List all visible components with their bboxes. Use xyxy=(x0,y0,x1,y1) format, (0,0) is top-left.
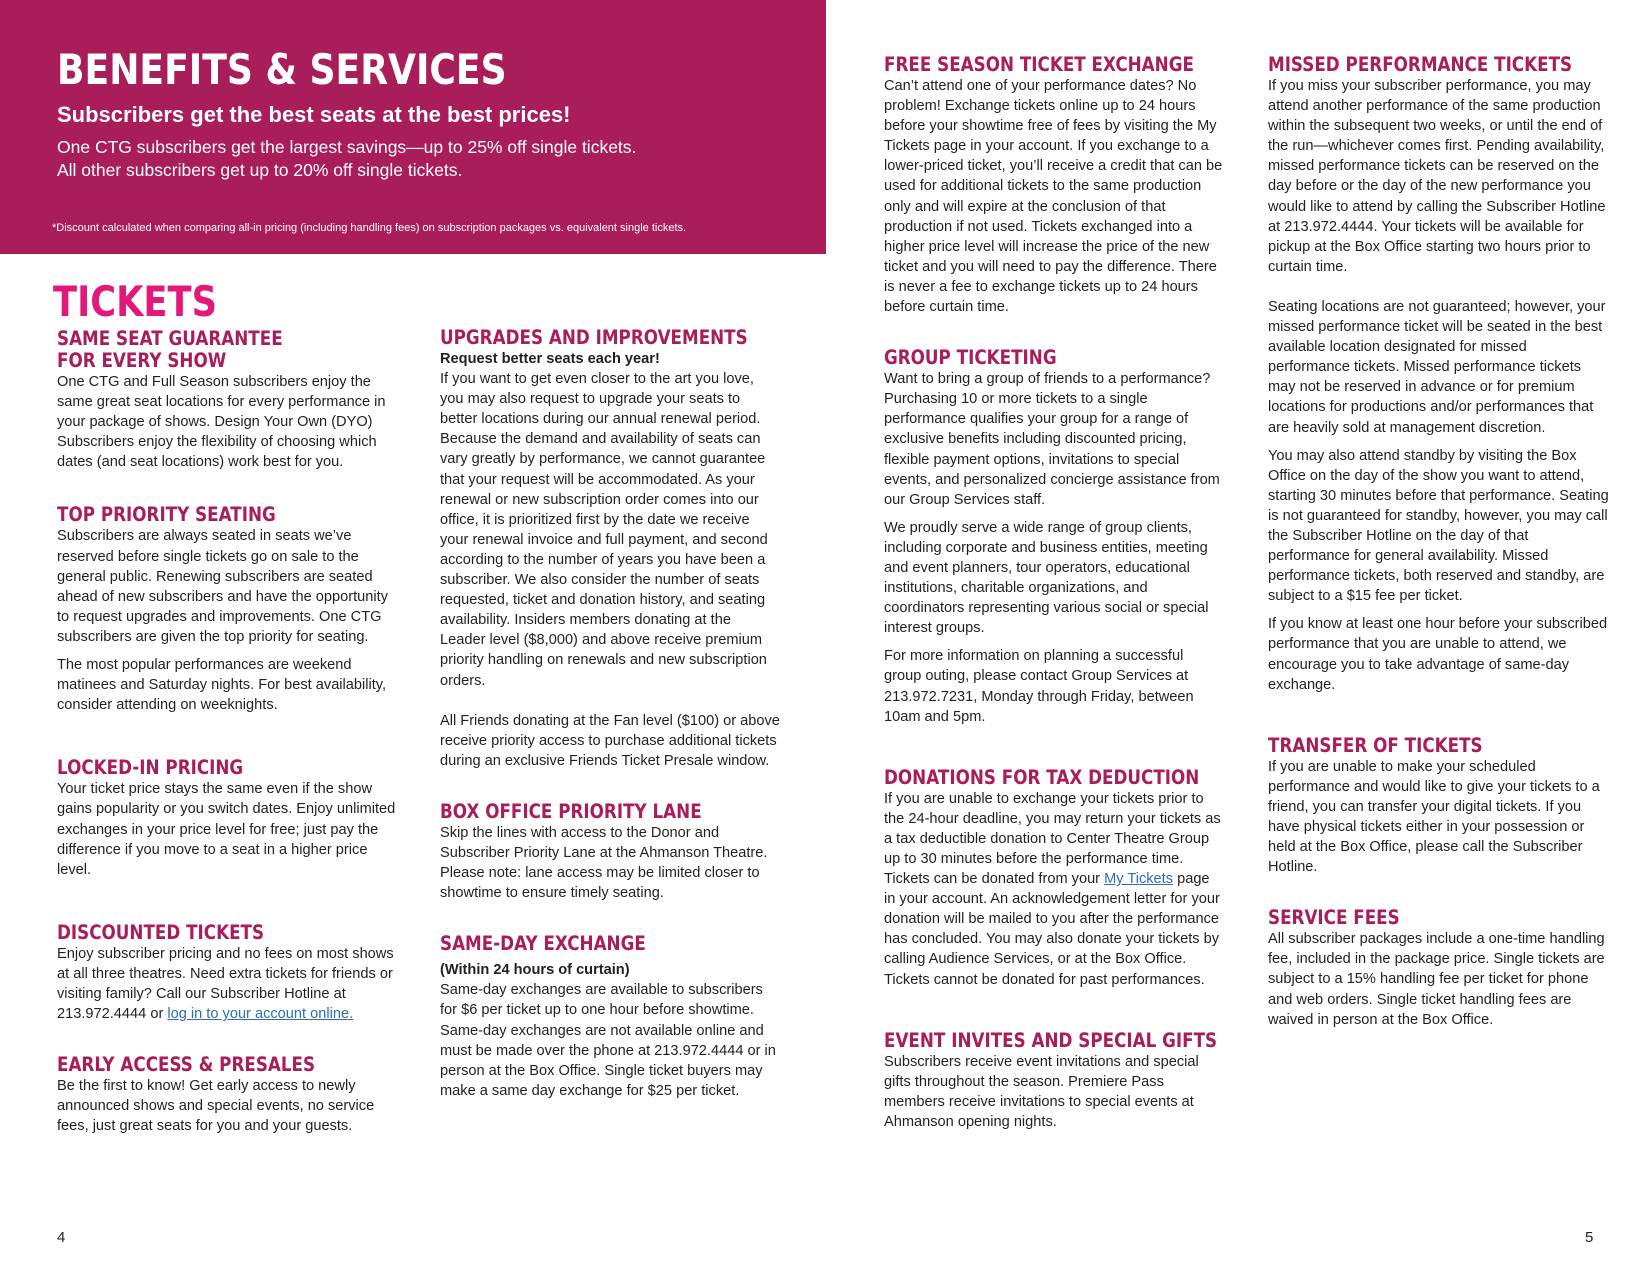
section-heading: FOR EVERY SHOW xyxy=(57,349,227,372)
section-same-day xyxy=(440,933,780,1101)
section-body: We proudly serve a wide range of group clients, including corporate and business entities, meeting and event planners, tour operators, educational institutions, charitable organizations, and coordinators representing various social or special interest groups. xyxy=(884,519,1209,637)
section-missed xyxy=(1268,54,1610,695)
section-heading: FREE SEASON TICKET EXCHANGE xyxy=(884,53,1194,76)
section-heading: GROUP TICKETING xyxy=(884,346,1057,370)
section-body xyxy=(57,944,397,1024)
section-body: Can’t attend one of your performance dates? No problem! Exchange tickets online up to 24 hours before your showtime free of fees by visiting the My Tickets page in your account. If you exchange to a lower-priced ticket, you’ll receive a credit that can be used for additional tickets to the same production only and will expire at the conclusion of that production if not used. Tickets exchanged into a higher price level will increase the price of the new ticket and you will need to pay the difference. There is never a fee to exchange tickets up to 24 hours before curtain time. xyxy=(884,78,1223,316)
section-event-invites xyxy=(884,1030,1224,1132)
section-heading: MISSED PERFORMANCE TICKETS xyxy=(1268,53,1573,76)
column-4 xyxy=(1268,54,1610,1030)
section-body: Seating locations are not guaranteed; however, your missed performance ticket will be seated in the best available location designated for missed performance tickets. Missed performance tickets may not be reserved in advance or for premium locations for productions and/or performances that are heavily sold at management discretion. xyxy=(1268,298,1606,436)
section-body: If you miss your subscriber performance, you may attend another performance of the same production within the subsequent two weeks, or until the end of the run—whichever comes first. Pending availability, missed performance tickets can be reserved on the day before or the day of the new performance you would like to attend by calling the Subscriber Hotline at 213.972.4444. Your tickets will be available for pickup at the Box Office starting two hours prior to curtain time. xyxy=(1268,78,1606,275)
section-transfer xyxy=(1268,735,1610,878)
banner-line-2: All other subscribers get up to 20% off single tickets. xyxy=(57,160,463,180)
section-heading: TRANSFER OF TICKETS xyxy=(1268,733,1483,757)
section-heading: BOX OFFICE PRIORITY LANE xyxy=(440,799,702,823)
column-3 xyxy=(884,54,1224,1132)
page-number-right: 5 xyxy=(1585,1229,1594,1246)
section-heading: LOCKED-IN PRICING xyxy=(57,756,244,780)
banner-line-1: One CTG subscribers get the largest savings—up to 25% off single tickets. xyxy=(57,137,637,157)
section-heading: DONATIONS FOR TAX DEDUCTION xyxy=(884,765,1200,789)
section-body: Subscribers are always seated in seats we’ve reserved before single tickets go on sale to the general public. Renewing subscribers are seated ahead of new subscribers and have the opportunity to request upgrades and improvements. One CTG subscribers are given the top priority for seating. xyxy=(57,528,389,645)
banner-title: BENEFITS & SERVICES xyxy=(57,45,507,94)
section-heading: SAME SEAT GUARANTEE xyxy=(57,327,283,350)
section-free-exchange xyxy=(884,54,1224,317)
tickets-title: TICKETS xyxy=(53,277,217,326)
donations-body-a: If you are unable to exchange your tickets prior to the 24-hour deadline, you may return your tickets as a tax deductible donation to Center Theatre Group up to 30 minutes before the performance time. Tickets can be donated from your xyxy=(884,790,1221,888)
section-heading: DISCOUNTED TICKETS xyxy=(57,920,265,944)
section-body: Want to bring a group of friends to a performance? Purchasing 10 or more tickets to a single performance qualifies your group for a range of exclusive benefits including discounted pricing, flexible payment options, invitations to special events, and personalized concierge assistance from our Group Services staff. xyxy=(884,371,1220,508)
page-number-left: 4 xyxy=(57,1229,66,1246)
section-body xyxy=(884,789,1224,990)
banner-subtitle: Subscribers get the best seats at the best prices! xyxy=(57,102,571,127)
section-body: Your ticket price stays the same even if the show gains popularity or you switch dates. Enjoy unlimited exchanges in your price level for free; just pay the difference if you move to a seat in a higher price level. xyxy=(57,781,396,878)
section-subhead: Request better seats each year! xyxy=(440,351,660,367)
column-1 xyxy=(57,328,397,1136)
benefits-banner xyxy=(0,0,826,254)
section-discounted xyxy=(57,922,397,1024)
section-body: If you want to get even closer to the art you love, you may also request to upgrade your seats to better locations during our annual renewal period. Because the demand and availability of seats can vary greatly by performance, we cannot guarantee that your request will be accommodated. As your renewal or new subscription order comes into our office, it is prioritized first by the date we receive your renewal invoice and full payment, and second according to the number of years you have been a subscriber. We also consider the number of seats requested, ticket and donation history, and seating availability. Insiders members donating at the Leader level ($8,000) and above receive premium priority handling on renewals and new subscription orders. xyxy=(440,371,768,689)
section-body: Skip the lines with access to the Donor and Subscriber Priority Lane at the Ahmanson Theatre. Please note: lane access may be limited closer to showtime to ensure timely seating. xyxy=(440,824,768,902)
section-body: Same-day exchanges are available to subscribers for $6 per ticket up to one hour before showtime. Same-day exchanges are not available online and must be made over the phone at 213.972.4444 or in person at the Box Office. Single ticket buyers may make a same day exchange for $25 per ticket. xyxy=(440,982,776,1099)
section-locked-in xyxy=(57,757,397,879)
discounted-body-text: Enjoy subscriber pricing and no fees on most shows at all three theatres. Need extra tickets for friends or visiting family? Call our Subscriber Hotline at 213.972.4444 or xyxy=(57,945,394,1023)
section-group xyxy=(884,347,1224,727)
section-upgrades xyxy=(440,327,780,771)
section-body: If you know at least one hour before your subscribed performance that you are unable to attend, we encourage you to take advantage of same-day exchange. xyxy=(1268,616,1608,693)
section-heading: TOP PRIORITY SEATING xyxy=(57,503,276,527)
section-body: If you are unable to make your scheduled performance and would like to give your tickets to a friend, you can transfer your digital tickets. If you have physical tickets either in your possession or held at the Box Office, please call the Subscriber Hotline. xyxy=(1268,758,1600,876)
section-heading: EVENT INVITES AND SPECIAL GIFTS xyxy=(884,1028,1218,1052)
section-body: For more information on planning a successful group outing, please contact Group Services at 213.972.7231, Monday through Friday, between 10am and 5pm. xyxy=(884,648,1194,725)
section-donations xyxy=(884,767,1224,990)
section-heading: SERVICE FEES xyxy=(1268,906,1400,930)
section-subhead: (Within 24 hours of curtain) xyxy=(440,962,630,979)
section-heading: EARLY ACCESS & PRESALES xyxy=(57,1053,316,1077)
my-tickets-link[interactable]: My Tickets xyxy=(1104,871,1174,888)
section-box-office xyxy=(440,801,780,903)
section-top-priority xyxy=(57,504,397,715)
section-body: All subscriber packages include a one-time handling fee, included in the package price. Single tickets are subject to a 15% handling fee per ticket for phone and web orders. Single ticket handling fees are waived in person at the Box Office. xyxy=(1268,931,1605,1028)
column-2 xyxy=(440,327,780,1101)
section-heading: UPGRADES AND IMPROVEMENTS xyxy=(440,326,748,349)
section-body: You may also attend standby by visiting the Box Office on the day of the show you want to attend, starting 30 minutes before that performance. Seating is not guaranteed for standby, however, you may call the Subscriber Hotline on the day of that performance for general availability. Missed performance tickets, both reserved and standby, are subject to a $15 fee per ticket. xyxy=(1268,447,1609,605)
section-body: Subscribers receive event invitations and special gifts throughout the season. Premiere Pass members receive invitations to special events at Ahmanson opening nights. xyxy=(884,1053,1199,1130)
banner-footnote: *Discount calculated when comparing all-in pricing (including handling fees) on subscription packages vs. equivalent single tickets. xyxy=(52,222,687,234)
log-in-link[interactable]: log in to your account online. xyxy=(167,1006,354,1023)
section-body: The most popular performances are weekend matinees and Saturday nights. For best availability, consider attending on weeknights. xyxy=(57,657,387,714)
donations-body-b: page in your account. An acknowledgement letter for your donation will be mailed to you after the performance has concluded. You may also donate your tickets by calling Audience Services, or at the Box Office. Tickets cannot be donated for past performances. xyxy=(884,871,1220,988)
section-heading: SAME-DAY EXCHANGE xyxy=(440,932,646,956)
section-service-fees xyxy=(1268,907,1610,1029)
section-early-access xyxy=(57,1054,397,1136)
section-body: All Friends donating at the Fan level ($100) or above receive priority access to purchase additional tickets during an exclusive Friends Ticket Presale window. xyxy=(440,712,780,769)
section-same-seat xyxy=(57,328,397,472)
section-body: One CTG and Full Season subscribers enjoy the same great seat locations for every performance in your package of shows. Design Your Own (DYO) Subscribers enjoy the flexibility of choosing which dates (and seat locations) work best for you. xyxy=(57,374,386,471)
section-body: Be the first to know! Get early access to newly announced shows and special events, no service fees, just great seats for you and your guests. xyxy=(57,1078,375,1135)
